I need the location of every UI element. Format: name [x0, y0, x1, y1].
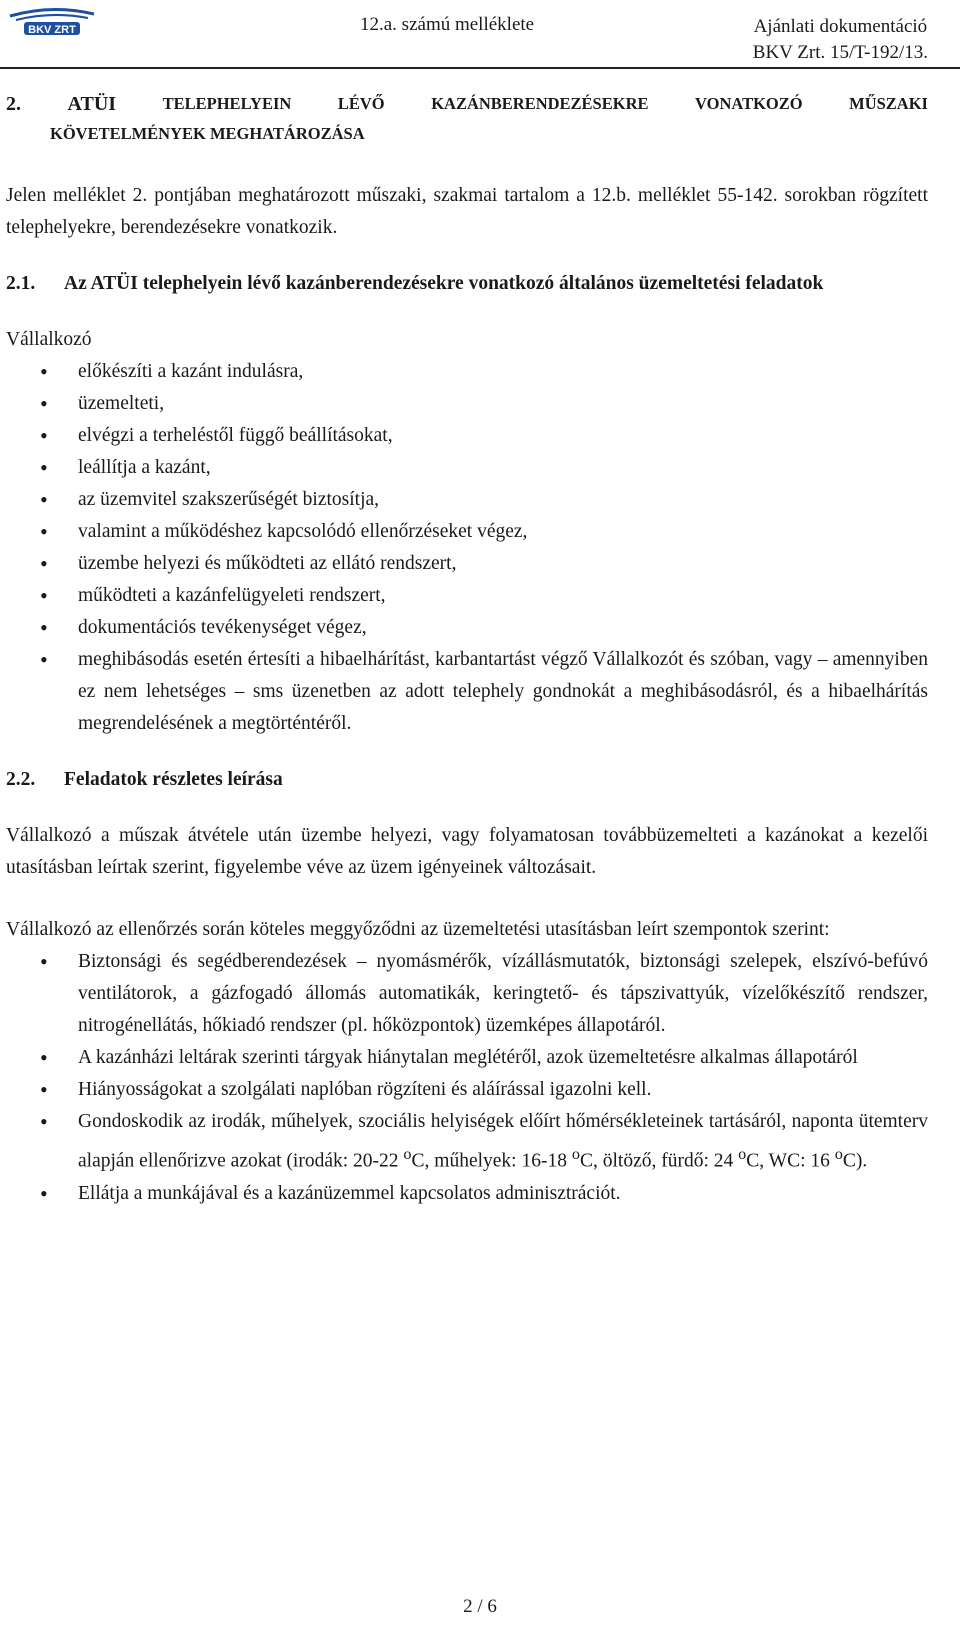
header-doc-info — [753, 14, 928, 66]
section-2-2-heading — [6, 764, 928, 796]
list-item: • leállítja a kazánt, — [6, 452, 928, 484]
heading-word-3: LÉVŐ — [337, 94, 385, 113]
list-item: • előkészíti a kazánt indulásra, — [6, 356, 928, 388]
section-2-1-number: 2.1. — [6, 273, 36, 294]
list-item: • az üzemvitel szakszerűségét biztosítja, — [6, 484, 928, 516]
list-item: • Hiányosságokat a szolgálati naplóban rögzíteni és aláírással igazolni kell. — [6, 1074, 928, 1106]
heading-word-2: TELEPHELYEIN — [162, 94, 292, 113]
section-2-1-lead: Vállalkozó — [6, 329, 92, 350]
section-2-2-number: 2.2. — [6, 769, 36, 790]
page-number: 2 / 6 — [463, 1596, 497, 1617]
header-doc-type: Ajánlati dokumentáció — [753, 16, 928, 37]
list-item: • működteti a kazánfelügyeleti rendszert, — [6, 580, 928, 612]
header-rule — [0, 67, 960, 69]
section-2-2-title: Feladatok részletes leírása — [64, 769, 283, 790]
list-item-temperatures: • Gondoskodik az irodák, műhelyek, szociális helyiségek előírt hőmérsékleteinek tartásáról, naponta ütemterv alapján ellenőrizve azokat (irodák: 20-22 $^o$C, műhelyek: 16-18 $^o$C, öltöző, fürdő: 24 $^o$C, WC: 16 $^o$C). — [6, 1106, 928, 1178]
section-2-heading — [6, 88, 928, 120]
heading-word-1: ATÜI — [67, 93, 117, 115]
section-2-number: 2. — [6, 93, 21, 115]
section-2-1-heading — [6, 268, 928, 300]
list-item: • Ellátja a munkájával és a kazánüzemmel kapcsolatos adminisztrációt. — [6, 1178, 928, 1210]
section-2-intro: Jelen melléklet 2. pontjában meghatározott műszaki, szakmai tartalom a 12.b. melléklet 55-142. sorokban rögzített telephelyekre, berendezésekre vonatkozik. — [6, 185, 928, 238]
section-2-2-paragraph-1: Vállalkozó a műszak átvétele után üzembe helyezi, vagy folyamatosan továbbüzemelteti a kazánokat a kezelői utasításban leírtak szerint, figyelembe véve az üzem igényeinek változásait. — [6, 825, 928, 878]
list-item: • A kazánházi leltárak szerinti tárgyak hiánytalan meglétéről, azok üzemeltetésre alkalmas állapotáról — [6, 1042, 928, 1074]
list-item: • elvégzi a terheléstől függő beállításokat, — [6, 420, 928, 452]
page-header — [0, 0, 960, 64]
header-annex-label: 12.a. számú melléklete — [360, 14, 535, 35]
list-item: • üzemelteti, — [6, 388, 928, 420]
section-2-heading-line2: KÖVETELMÉNYEK MEGHATÁROZÁSA — [50, 124, 365, 143]
inspection-list — [6, 946, 928, 1210]
list-item: • Biztonsági és segédberendezések – nyomásmérők, vízállásmutatók, biztonsági szelepek, elszívó-befúvó ventilátorok, a gázfogadó állomás automatikák, keringtető- és tápszivattyúk, vízelőkészítő rendszer, nitrogénellátás, hőkiadó rendszer (pl. hőközpontok) üzemképes állapotáról. — [6, 946, 928, 1042]
list-item: • valamint a működéshez kapcsolódó ellenőrzéseket végez, — [6, 516, 928, 548]
bkv-logo — [6, 6, 98, 40]
logo-text: BKV ZRT — [28, 24, 76, 36]
heading-word-4: KAZÁNBERENDEZÉSEKRE — [431, 94, 649, 113]
duties-list — [6, 356, 928, 740]
heading-word-5: VONATKOZÓ — [695, 94, 803, 113]
list-item: • meghibásodás esetén értesíti a hibaelhárítást, karbantartást végző Vállalkozót és szóban, vagy – amennyiben ez nem lehetséges – sms üzenetben az adott telephely gondnokát a meghibásodásról, és a hibaelhárítás megrendelésének a megtörténtéről. — [6, 644, 928, 740]
section-2-1-title: Az ATÜI telephelyein lévő kazánberendezésekre vonatkozó általános üzemeltetési feladatok — [64, 273, 824, 294]
section-2-2-paragraph-2: Vállalkozó az ellenőrzés során köteles meggyőződni az üzemeltetési utasításban leírt szempontok szerint: — [6, 919, 830, 940]
header-doc-ref: BKV Zrt. 15/T-192/13. — [752, 42, 928, 63]
document-body — [6, 88, 928, 1210]
heading-word-6: MŰSZAKI — [849, 94, 928, 113]
list-item: • üzembe helyezi és működteti az ellátó rendszert, — [6, 548, 928, 580]
list-item: • dokumentációs tevékenységet végez, — [6, 612, 928, 644]
